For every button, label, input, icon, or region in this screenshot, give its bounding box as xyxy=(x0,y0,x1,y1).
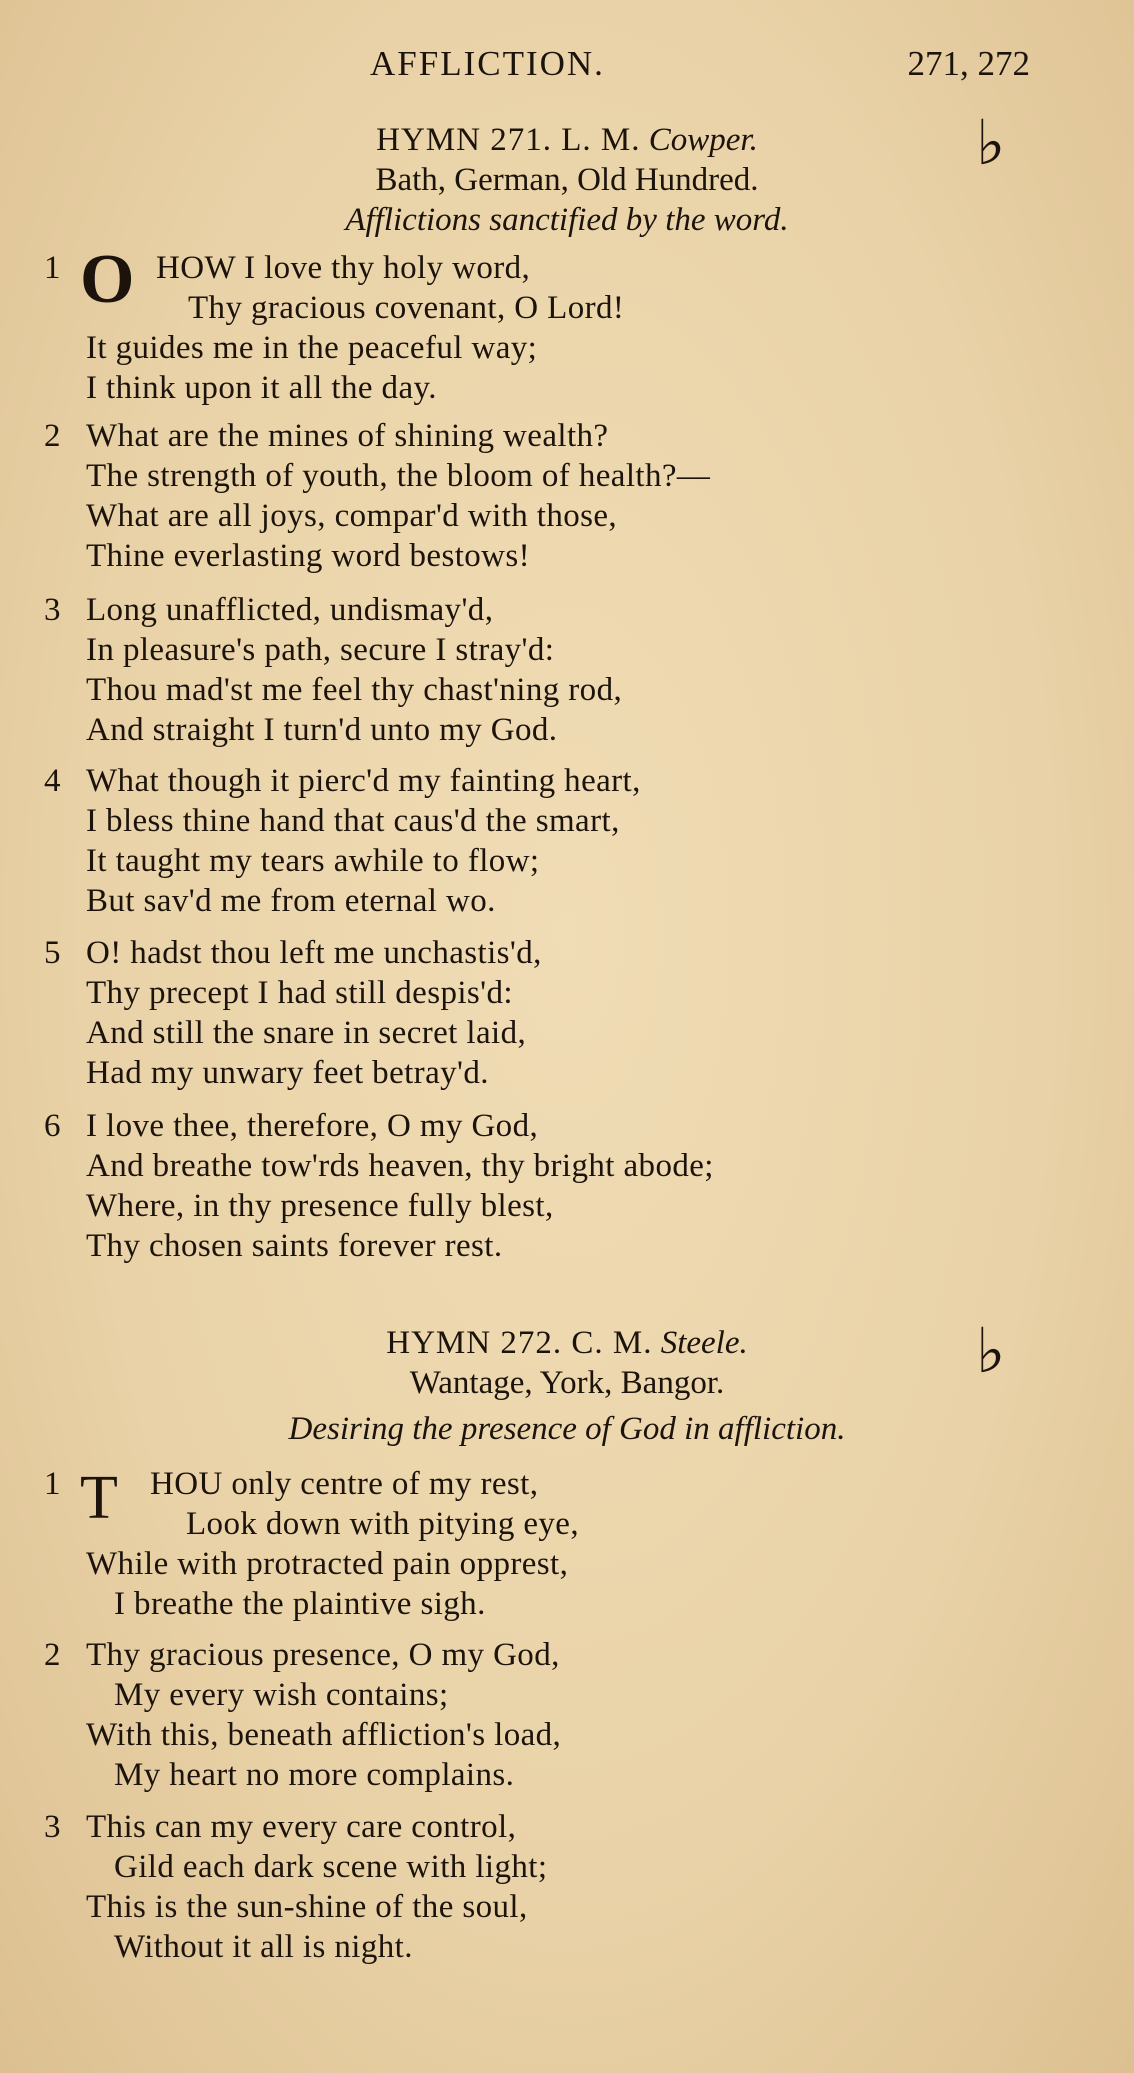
verse xyxy=(0,1809,1134,1969)
verse-line: 3 This can my every care control, xyxy=(44,1809,517,1845)
flat-key-mark: ♭ xyxy=(976,106,1006,179)
verse-line: This is the sun-shine of the soul, xyxy=(86,1889,528,1925)
verse-number: 3 xyxy=(44,1809,61,1845)
hymn-number-meter: HYMN 271. L. M. xyxy=(376,122,641,158)
verse-line: 1 O HOW I love thy holy word, xyxy=(44,241,531,318)
verse-line: I bless thine hand that caus'd the smart, xyxy=(86,803,620,839)
verse-line: It taught my tears awhile to flow; xyxy=(86,843,540,879)
verse xyxy=(0,1108,1134,1268)
verse-line: And still the snare in secret laid, xyxy=(86,1015,527,1051)
verse-line: In pleasure's path, secure I stray'd: xyxy=(86,632,555,668)
verse-line: With this, beneath affliction's load, xyxy=(86,1717,562,1753)
verse xyxy=(0,1637,1134,1797)
hymn-tunes: Bath, German, Old Hundred. xyxy=(375,162,759,198)
hymn-author: Steele. xyxy=(660,1325,748,1361)
verse-line: Without it all is night. xyxy=(114,1929,413,1965)
section-title: AFFLICTION. xyxy=(370,44,605,83)
verse-number: 1 xyxy=(44,250,61,286)
verse xyxy=(0,935,1134,1095)
running-head xyxy=(0,38,1134,98)
hymn-heading xyxy=(0,1325,1134,1451)
verse-number: 4 xyxy=(44,763,61,799)
verse-line: My heart no more complains. xyxy=(114,1757,515,1793)
verse-line: Had my unwary feet betray'd. xyxy=(86,1055,489,1091)
verse-line: Where, in thy presence fully blest, xyxy=(86,1188,554,1224)
hymn-meta-line xyxy=(0,122,1134,162)
hymn-meta-line xyxy=(0,1325,1134,1365)
hymn-subject: Desiring the presence of God in affliction. xyxy=(288,1411,846,1447)
verse xyxy=(0,592,1134,752)
verse-line: 2 Thy gracious presence, O my God, xyxy=(44,1637,560,1673)
verse-number: 5 xyxy=(44,935,61,971)
verse-line: Look down with pitying eye, xyxy=(186,1506,580,1542)
verse-line: 3 Long unafflicted, undismay'd, xyxy=(44,592,494,628)
verse-line: 2 What are the mines of shining wealth? xyxy=(44,418,609,454)
verse-line: Thy precept I had still despis'd: xyxy=(86,975,513,1011)
verse-line: The strength of youth, the bloom of health?— xyxy=(86,458,711,494)
hymn-number-meter: HYMN 272. C. M. xyxy=(386,1325,653,1361)
verse-line: 4 What though it pierc'd my fainting heart, xyxy=(44,763,641,799)
verse-line: Thine everlasting word bestows! xyxy=(86,538,531,574)
hymn-tunes: Wantage, York, Bangor. xyxy=(409,1365,725,1401)
verse-number: 6 xyxy=(44,1108,61,1144)
verse-line: While with protracted pain opprest, xyxy=(86,1546,569,1582)
verse-number: 3 xyxy=(44,592,61,628)
verse xyxy=(0,1466,1134,1626)
verse-number: 2 xyxy=(44,418,61,454)
verse-line: 6 I love thee, therefore, O my God, xyxy=(44,1108,539,1144)
verse-line: I breathe the plaintive sigh. xyxy=(114,1586,486,1622)
verse-line: What are all joys, compar'd with those, xyxy=(86,498,618,534)
drop-cap: O xyxy=(80,241,135,318)
verse-line: My every wish contains; xyxy=(114,1677,449,1713)
hymn-subject: Afflictions sanctified by the word. xyxy=(345,202,789,238)
verse-line: Gild each dark scene with light; xyxy=(114,1849,548,1885)
verse-line: Thou mad'st me feel thy chast'ning rod, xyxy=(86,672,623,708)
verse-number: 1 xyxy=(44,1466,61,1502)
hymn-heading xyxy=(0,122,1134,242)
verse-line: Thy chosen saints forever rest. xyxy=(86,1228,503,1264)
verse-line: 1 T HOU only centre of my rest, xyxy=(0,1466,1134,1506)
verse xyxy=(0,418,1134,578)
verse-line: And straight I turn'd unto my God. xyxy=(86,712,558,748)
flat-key-mark: ♭ xyxy=(976,1314,1006,1387)
verse xyxy=(0,241,1134,410)
verse-line: And breathe tow'rds heaven, thy bright abode; xyxy=(86,1148,714,1184)
hymn-author: Cowper. xyxy=(648,122,758,158)
verse-line: Thy gracious covenant, O Lord! xyxy=(188,290,625,326)
drop-cap: T xyxy=(80,1464,119,1532)
verse-line: But sav'd me from eternal wo. xyxy=(86,883,496,919)
verse-line: It guides me in the peaceful way; xyxy=(86,330,538,366)
verse-line: 5 O! hadst thou left me unchastis'd, xyxy=(44,935,542,971)
verse xyxy=(0,763,1134,923)
page-numbers: 271, 272 xyxy=(907,44,1030,83)
verse-number: 2 xyxy=(44,1637,61,1673)
verse-line: I think upon it all the day. xyxy=(86,370,437,406)
